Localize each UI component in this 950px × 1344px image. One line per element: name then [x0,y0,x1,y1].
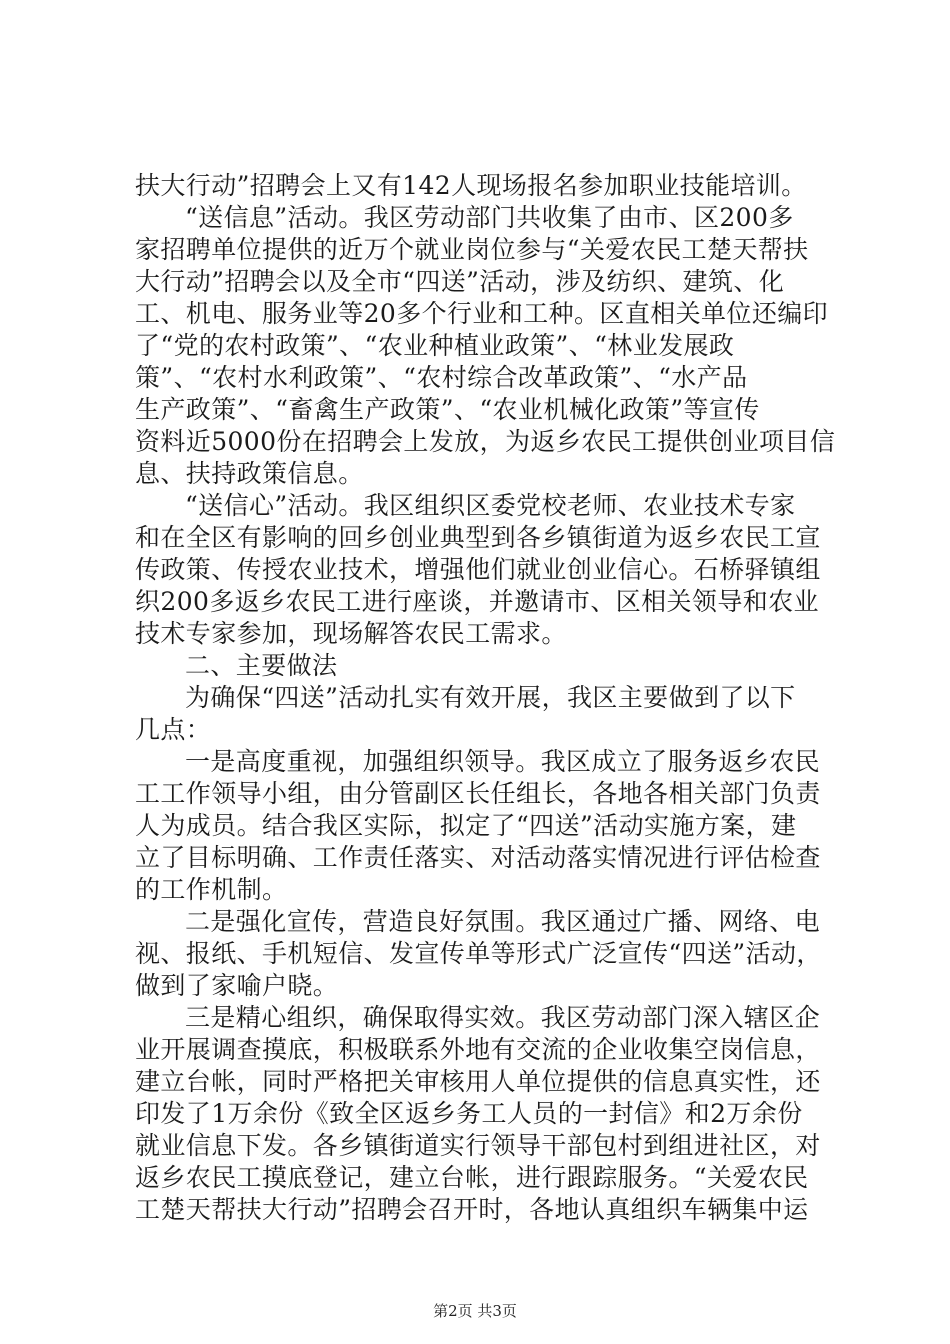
text-line: 生产政策”、“畜禽生产政策”、“农业机械化政策”等宣传 [135,395,760,424]
text-line: “送信心”活动。我区组织区委党校老师、农业技术专家 [185,491,796,520]
text-line: 大行动”招聘会以及全市“四送”活动，涉及纺织、建筑、化 [135,267,785,296]
text-line: 的工作机制。 [135,875,288,904]
text-line: 建立台帐，同时严格把关审核用人单位提供的信息真实性，还 [135,1067,821,1096]
text-line: 织200多返乡农民工进行座谈，并邀请市、区相关领导和农业 [135,587,819,616]
text-line: 二是强化宣传，营造良好氛围。我区通过广播、网络、电 [185,907,821,936]
text-line: 策”、“农村水利政策”、“农村综合改革政策”、“水产品 [135,363,748,392]
text-line: 传政策、传授农业技术，增强他们就业创业信心。石桥驿镇组 [135,555,821,584]
text-line: 扶大行动”招聘会上又有142人现场报名参加职业技能培训。 [135,171,807,200]
text-line: 做到了家喻户晓。 [135,971,339,1000]
text-line: “送信息”活动。我区劳动部门共收集了由市、区200多 [185,203,794,232]
text-line: 就业信息下发。各乡镇街道实行领导干部包村到组进社区，对 [135,1131,821,1160]
page-number-footer: 第2页 共3页 [433,1302,517,1320]
text-line: 家招聘单位提供的近万个就业岗位参与“关爱农民工楚天帮扶 [135,235,809,264]
text-line: 一是高度重视，加强组织领导。我区成立了服务返乡农民 [185,747,821,776]
text-line: 了“党的农村政策”、“农业种植业政策”、“林业发展政 [135,331,735,360]
text-line: 视、报纸、手机短信、发宣传单等形式广泛宣传“四送”活动， [135,939,822,968]
text-line: 工楚天帮扶大行动”招聘会召开时，各地认真组织车辆集中运 [135,1195,809,1224]
section-heading: 二、主要做法 [185,651,338,680]
text-line: 为确保“四送”活动扎实有效开展，我区主要做到了以下 [185,683,796,712]
text-line: 三是精心组织，确保取得实效。我区劳动部门深入辖区企 [185,1003,821,1032]
text-line: 返乡农民工摸底登记，建立台帐，进行跟踪服务。“关爱农民 [135,1163,809,1192]
text-line: 人为成员。结合我区实际，拟定了“四送”活动实施方案，建 [135,811,797,840]
text-line: 工、机电、服务业等20多个行业和工种。区直相关单位还编印 [135,299,829,328]
text-line: 技术专家参加，现场解答农民工需求。 [135,619,567,648]
text-line: 和在全区有影响的回乡创业典型到各乡镇街道为返乡农民工宣 [135,523,821,552]
text-line: 印发了1万余份《致全区返乡务工人员的一封信》和2万余份 [135,1099,803,1128]
text-line: 息、扶持政策信息。 [135,459,364,488]
text-line: 业开展调查摸底，积极联系外地有交流的企业收集空岗信息， [135,1035,821,1064]
text-line: 几点： [135,715,212,744]
text-line: 立了目标明确、工作责任落实、对活动落实情况进行评估检查 [135,843,821,872]
text-line: 工工作领导小组，由分管副区长任组长，各地各相关部门负责 [135,779,821,808]
text-line: 资料近5000份在招聘会上发放，为返乡农民工提供创业项目信 [135,427,836,456]
